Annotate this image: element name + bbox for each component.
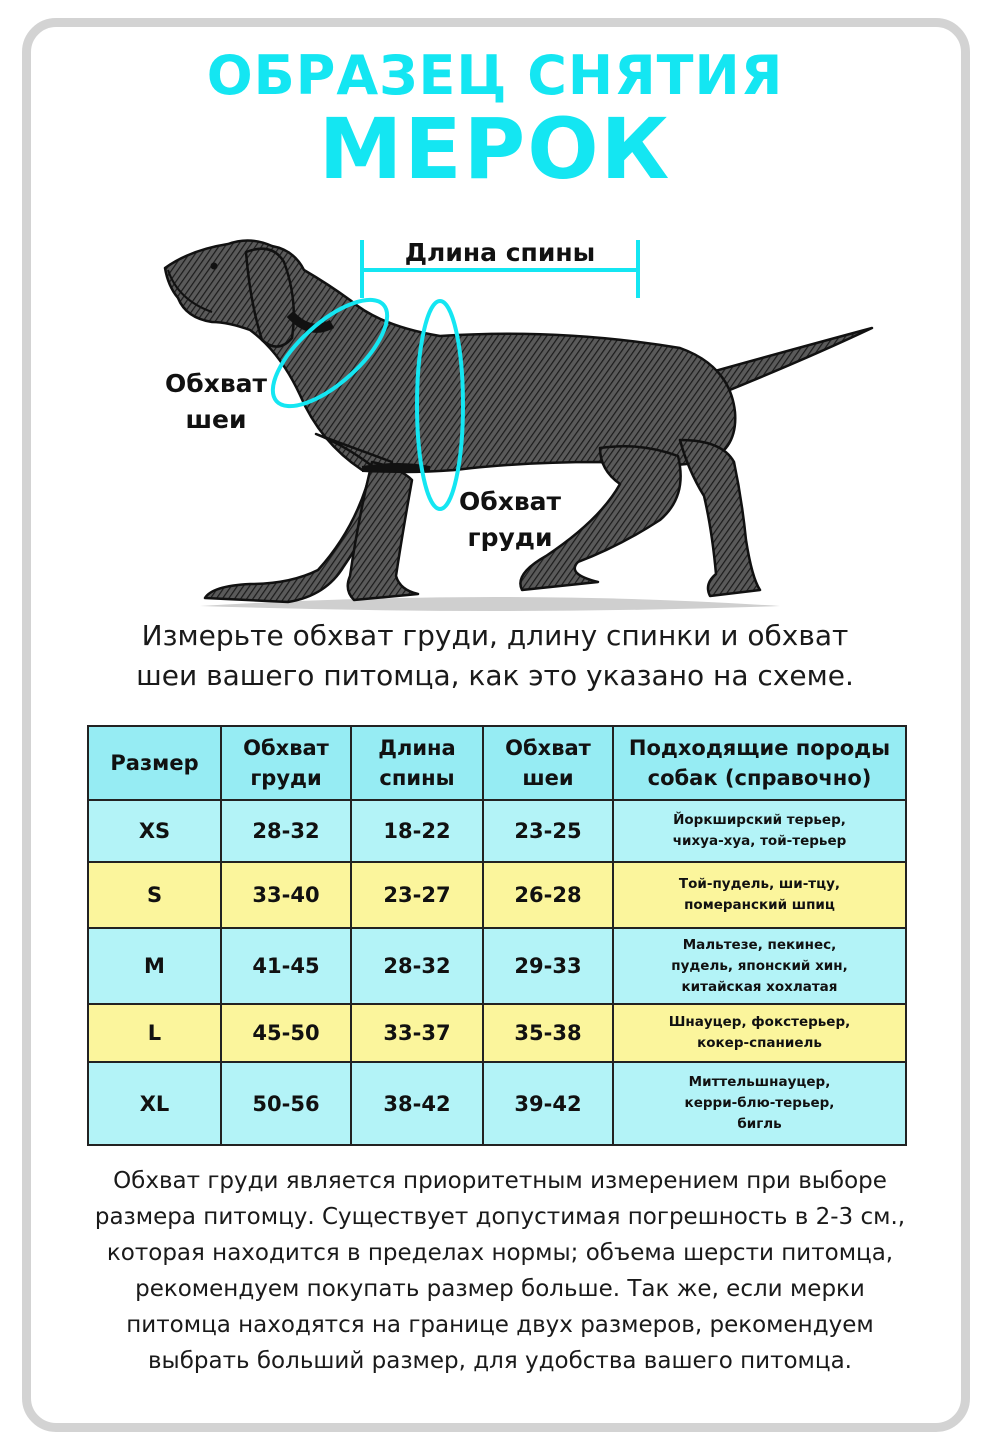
instruction-text: Измерьте обхват груди, длину спинки и обхват шеи вашего питомца, как это указано на схеме. — [136, 619, 854, 692]
header-neck: Обхват шеи — [483, 726, 613, 800]
table-row — [88, 862, 906, 928]
header-breeds: Подходящие породы собак (справочно) — [613, 726, 906, 800]
chest-cell: 41-45 — [221, 928, 351, 1004]
back-cell: 28-32 — [351, 928, 483, 1004]
table-row — [88, 928, 906, 1004]
neck-cell: 23-25 — [483, 800, 613, 862]
header-size: Размер — [88, 726, 221, 800]
chest-cell: 28-32 — [221, 800, 351, 862]
breeds-cell: Йоркширский терьер, чихуа-хуа, той-терьер — [613, 800, 906, 862]
size-cell: S — [88, 862, 221, 928]
size-cell: L — [88, 1004, 221, 1062]
breeds-cell: Миттельшнауцер, керри-блю-терьер, бигль — [613, 1062, 906, 1145]
breeds-cell: Мальтезе, пекинес, пудель, японский хин, китайская хохлатая — [613, 928, 906, 1004]
breeds-cell: Шнауцер, фокстерьер, кокер-спаниель — [613, 1004, 906, 1062]
chest-girth-label: Обхват груди — [458, 487, 561, 552]
table-row — [88, 800, 906, 862]
breeds-cell: Той-пудель, ши-тцу, померанский шпиц — [613, 862, 906, 928]
neck-cell: 35-38 — [483, 1004, 613, 1062]
back-cell: 18-22 — [351, 800, 483, 862]
header-back: Длина спины — [351, 726, 483, 800]
size-cell: XL — [88, 1062, 221, 1145]
table-header-row — [88, 726, 906, 800]
chest-cell: 45-50 — [221, 1004, 351, 1062]
title-line-1: ОБРАЗЕЦ СНЯТИЯ — [206, 44, 784, 107]
back-length-label: Длина спины — [404, 238, 596, 267]
back-cell: 23-27 — [351, 862, 483, 928]
neck-cell: 39-42 — [483, 1062, 613, 1145]
size-cell: M — [88, 928, 221, 1004]
back-cell: 38-42 — [351, 1062, 483, 1145]
table-row — [88, 1004, 906, 1062]
note-text: Обхват груди является приоритетным измерением при выборе размера питомцу. Существует допустимая погрешность в 2-3 см., которая находится в пределах нормы; объема шерсти питомца, рекомендуем покупать размер больше. Так же, если мерки питомца находятся на границе двух размеров, рекомендуем выбрать больший размер, для удобства вашего питомца. — [94, 1168, 906, 1374]
header-chest: Обхват груди — [221, 726, 351, 800]
size-table — [87, 725, 907, 1146]
back-cell: 33-37 — [351, 1004, 483, 1062]
size-cell: XS — [88, 800, 221, 862]
neck-girth-label: Обхват шеи — [164, 369, 267, 434]
chest-cell: 50-56 — [221, 1062, 351, 1145]
title-line-2: МЕРОК — [318, 100, 672, 198]
neck-cell: 26-28 — [483, 862, 613, 928]
table-row — [88, 1062, 906, 1145]
neck-cell: 29-33 — [483, 928, 613, 1004]
chest-cell: 33-40 — [221, 862, 351, 928]
